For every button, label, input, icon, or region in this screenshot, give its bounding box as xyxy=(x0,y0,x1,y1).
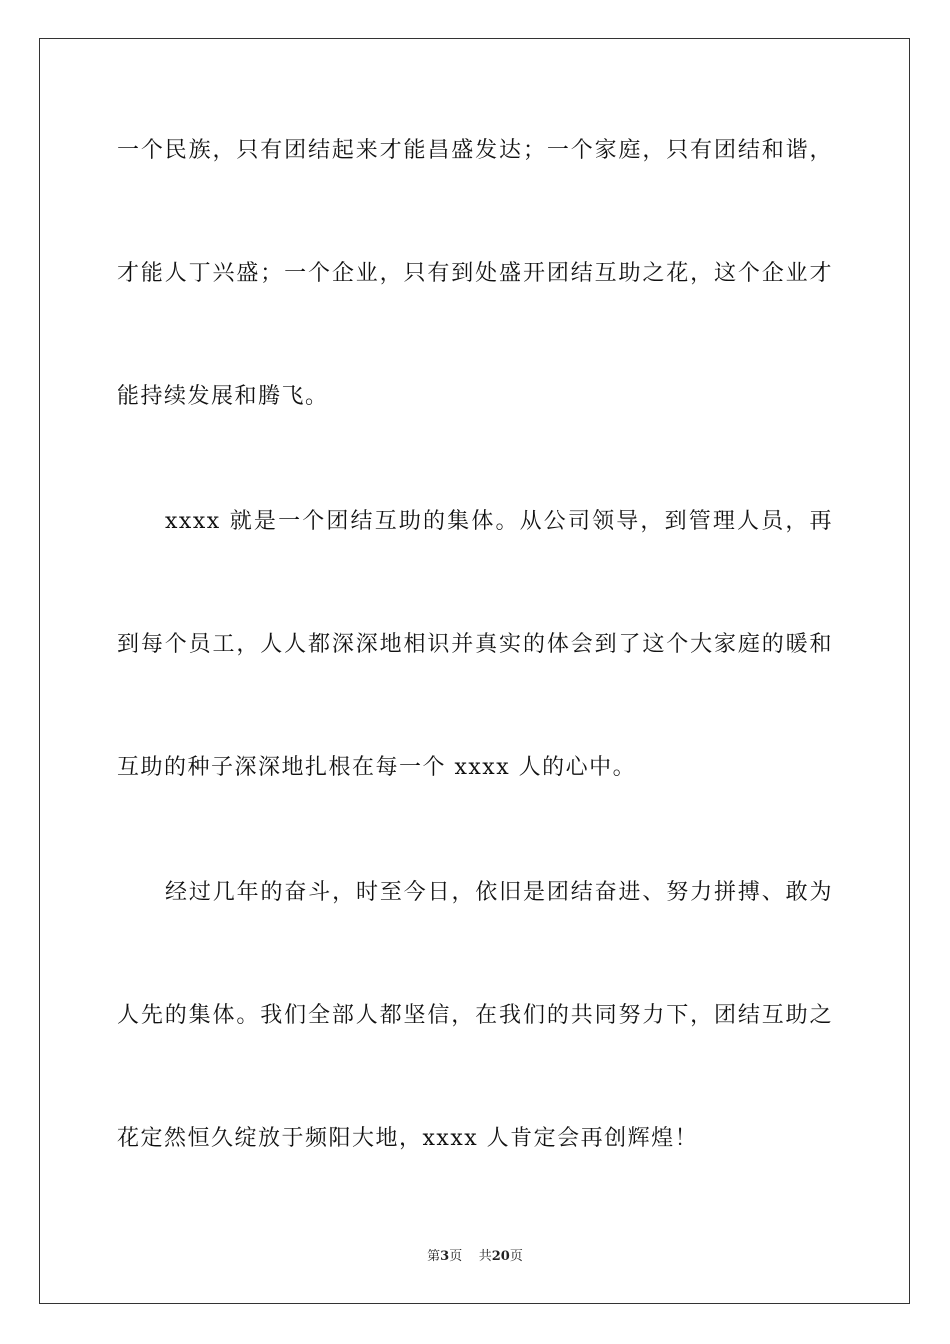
paragraph-2-line-3: 互助的种子深深地扎根在每一个 xxxx 人的心中。 xyxy=(117,755,637,780)
page-footer xyxy=(0,1248,950,1266)
paragraph-2-line-1: xxxx 就是一个团结互助的集体。从公司领导，到管理人员，再 xyxy=(165,509,833,534)
footer-total-prefix: 共 xyxy=(478,1249,492,1264)
paragraph-1-line-3: 能持续发展和腾飞。 xyxy=(117,384,329,409)
footer-total-number: 20 xyxy=(491,1249,510,1264)
footer-page-suffix: 页 xyxy=(449,1249,463,1264)
footer-total-suffix: 页 xyxy=(509,1249,523,1264)
footer-page-number: 3 xyxy=(440,1249,450,1264)
paragraph-3-line-3: 花定然恒久绽放于频阳大地，xxxx 人肯定会再创辉煌！ xyxy=(117,1126,699,1151)
paragraph-3-line-1: 经过几年的奋斗，时至今日，依旧是团结奋进、努力拼搏、敢为 xyxy=(165,880,833,905)
paragraph-1-line-2: 才能人丁兴盛；一个企业，只有到处盛开团结互助之花，这个企业才 xyxy=(117,261,833,286)
page-frame xyxy=(39,38,910,1304)
paragraph-3-line-2: 人先的集体。我们全部人都坚信，在我们的共同努力下，团结互助之 xyxy=(117,1003,833,1028)
paragraph-1-line-1: 一个民族，只有团结起来才能昌盛发达；一个家庭，只有团结和谐， xyxy=(117,138,833,163)
footer-page-prefix: 第 xyxy=(427,1249,441,1264)
paragraph-2-line-2: 到每个员工，人人都深深地相识并真实的体会到了这个大家庭的暖和 xyxy=(117,632,833,657)
